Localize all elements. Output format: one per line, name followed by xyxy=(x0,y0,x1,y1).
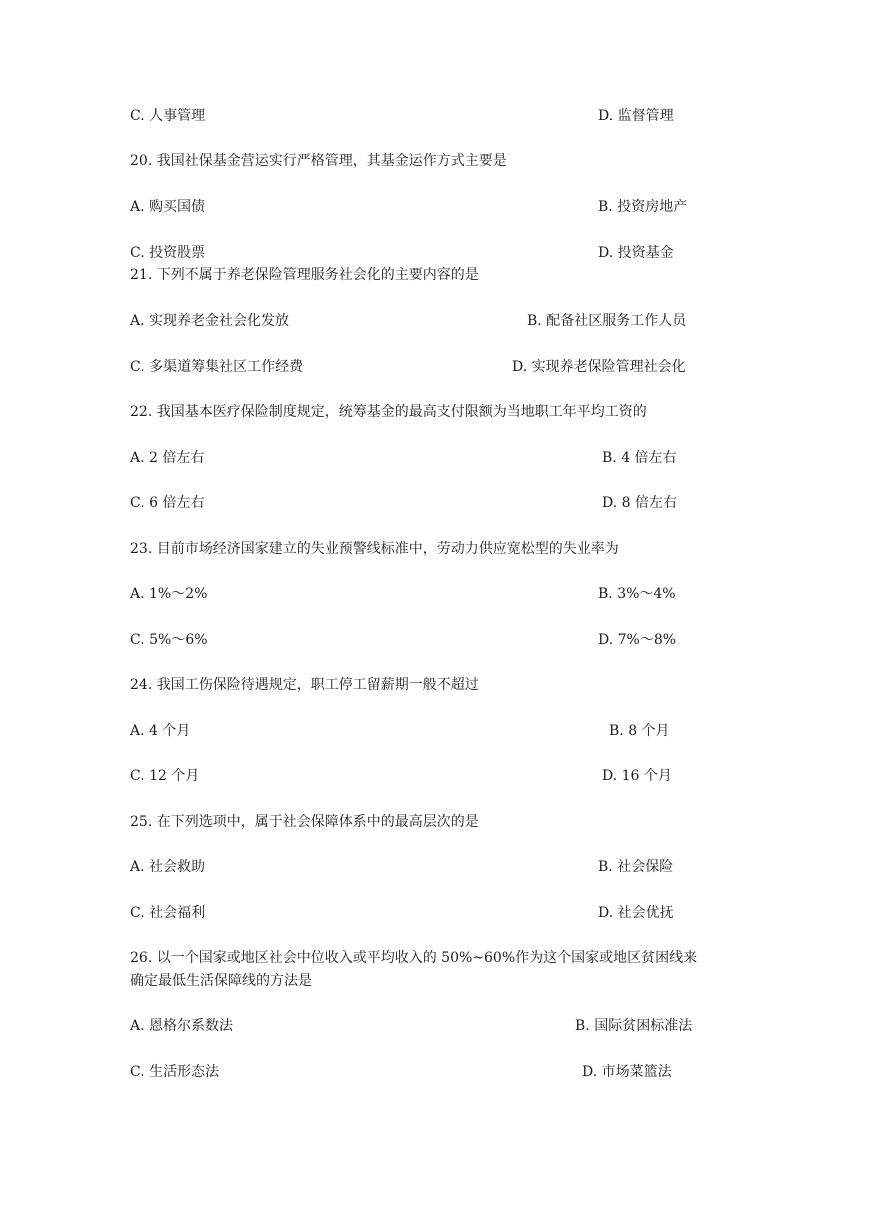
option-d: D. 社会优抚 xyxy=(598,905,674,921)
question-stem: 25. 在下列选项中，属于社会保障体系中的最高层次的是 xyxy=(130,814,479,830)
option-c: C. 社会福利 xyxy=(130,905,206,921)
option-d: D. 16 个月 xyxy=(602,768,672,784)
option-d: D. 7%～8% xyxy=(598,632,677,648)
option-a: A. 社会救助 xyxy=(130,859,206,875)
question-stem-continuation: 确定最低生活保障线的方法是 xyxy=(130,973,312,989)
option-a: A. 实现养老金社会化发放 xyxy=(130,313,290,329)
option-a: A. 恩格尔系数法 xyxy=(130,1018,234,1034)
option-d: D. 8 倍左右 xyxy=(602,495,677,511)
option-d: D. 投资基金 xyxy=(598,245,674,261)
option-c: C. 多渠道筹集社区工作经费 xyxy=(130,359,304,375)
option-a: A. 购买国债 xyxy=(130,199,206,215)
option-a: A. 1%～2% xyxy=(130,586,208,602)
option-b: B. 4 倍左右 xyxy=(602,450,677,466)
question-stem: 26. 以一个国家或地区社会中位收入或平均收入的 50%~60%作为这个国家或地区贫困线来 xyxy=(130,950,698,966)
question-stem: 22. 我国基本医疗保险制度规定，统筹基金的最高支付限额为当地职工年平均工资的 xyxy=(130,404,647,420)
option-c: C. 5%～6% xyxy=(130,632,208,648)
option-b: B. 3%～4% xyxy=(598,586,676,602)
question-stem: 20. 我国社保基金营运实行严格管理，其基金运作方式主要是 xyxy=(130,153,507,169)
option-c: C. 投资股票 xyxy=(130,245,206,261)
question-stem: 23. 目前市场经济国家建立的失业预警线标准中，劳动力供应宽松型的失业率为 xyxy=(130,541,619,557)
option-b: B. 国际贫困标准法 xyxy=(575,1018,693,1034)
option-a: A. 2 倍左右 xyxy=(130,450,205,466)
option-d: D. 监督管理 xyxy=(598,108,674,124)
question-stem: 21. 下列不属于养老保险管理服务社会化的主要内容的是 xyxy=(130,267,479,283)
option-c: C. 生活形态法 xyxy=(130,1064,220,1080)
option-a: A. 4 个月 xyxy=(130,723,191,739)
option-d: D. 市场菜篮法 xyxy=(582,1064,672,1080)
option-d: D. 实现养老保险管理社会化 xyxy=(512,359,686,375)
option-c: C. 6 倍左右 xyxy=(130,495,205,511)
option-b: B. 8 个月 xyxy=(609,723,670,739)
option-b: B. 投资房地产 xyxy=(598,199,688,215)
option-c: C. 12 个月 xyxy=(130,768,200,784)
option-c: C. 人事管理 xyxy=(130,108,206,124)
question-stem: 24. 我国工伤保险待遇规定，职工停工留薪期一般不超过 xyxy=(130,677,479,693)
option-b: B. 社会保险 xyxy=(598,859,674,875)
option-b: B. 配备社区服务工作人员 xyxy=(527,313,687,329)
